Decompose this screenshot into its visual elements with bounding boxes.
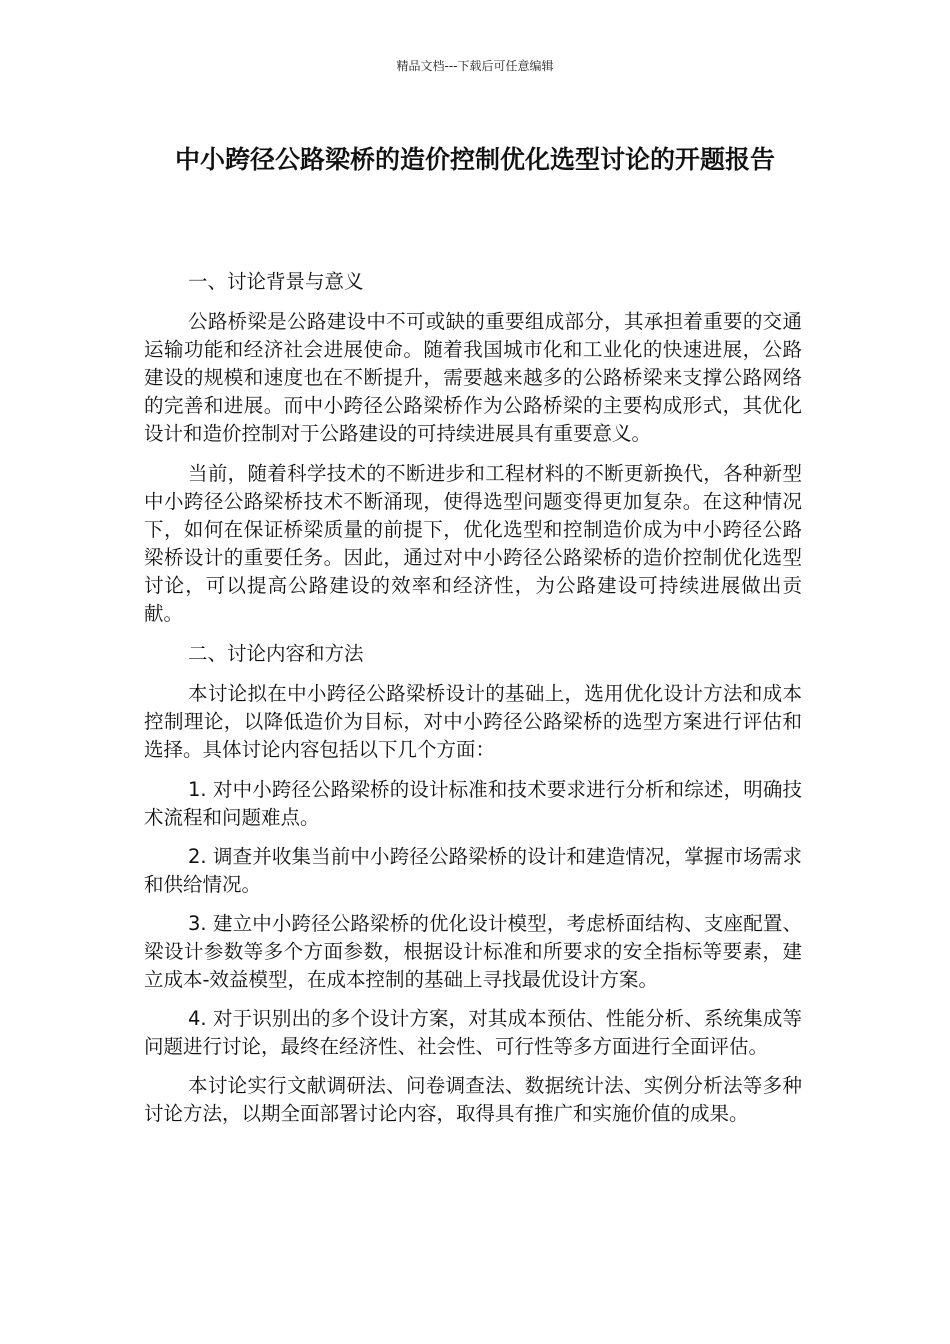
- document-title: 中小跨径公路梁桥的造价控制优化选型讨论的开题报告: [174, 145, 775, 174]
- paragraph-methods: 本讨论实行文献调研法、问卷调查法、数据统计法、实例分析法等多种讨论方法，以期全面部署讨论内容，取得具有推广和实施价值的成果。: [144, 1074, 802, 1125]
- section-heading-content-methods: 二、讨论内容和方法: [188, 642, 364, 665]
- list-item-2: 2. 调查并收集当前中小跨径公路梁桥的设计和建造情况，掌握市场需求和供给情况。: [144, 845, 802, 896]
- header-note: 精品文档---下载后可任意编辑: [396, 59, 554, 73]
- document-body: [144, 268, 802, 1140]
- list-item-1: 1. 对中小跨径公路梁桥的设计标准和技术要求进行分析和综述，明确技术流程和问题难点。: [144, 778, 802, 829]
- list-item-3: 3. 建立中小跨径公路梁桥的优化设计模型，考虑桥面结构、支座配置、梁设计参数等多个方面参数，根据设计标准和所要求的安全指标等要素，建立成本-效益模型，在成本控制的基础上寻找最优设计方案。: [144, 912, 802, 991]
- paragraph-background-1: 公路桥梁是公路建设中不可或缺的重要组成部分，其承担着重要的交通运输功能和经济社会进展使命。随着我国城市化和工业化的快速进展，公路建设的规模和速度也在不断提升，需要越来越多的公路桥梁来支撑公路网络的完善和进展。而中小跨径公路梁桥作为公路桥梁的主要构成形式，其优化设计和造价控制对于公路建设的可持续进展具有重要意义。: [144, 310, 802, 445]
- paragraph-background-2: 当前，随着科学技术的不断进步和工程材料的不断更新换代，各种新型中小跨径公路梁桥技术不断涌现，使得选型问题变得更加复杂。在这种情况下，如何在保证桥梁质量的前提下，优化选型和控制造价成为中小跨径公路梁桥设计的重要任务。因此，通过对中小跨径公路梁桥的造价控制优化选型讨论，可以提高公路建设的效率和经济性，为公路建设可持续进展做出贡献。: [144, 462, 802, 625]
- list-item-4: 4. 对于识别出的多个设计方案，对其成本预估、性能分析、系统集成等问题进行讨论，最终在经济性、社会性、可行性等多方面进行全面评估。: [144, 1007, 802, 1058]
- paragraph-content-intro: 本讨论拟在中小跨径公路梁桥设计的基础上，选用优化设计方法和成本控制理论，以降低造价为目标，对中小跨径公路梁桥的选型方案进行评估和选择。具体讨论内容包括以下几个方面：: [144, 682, 802, 761]
- section-heading-background: 一、讨论背景与意义: [188, 270, 364, 293]
